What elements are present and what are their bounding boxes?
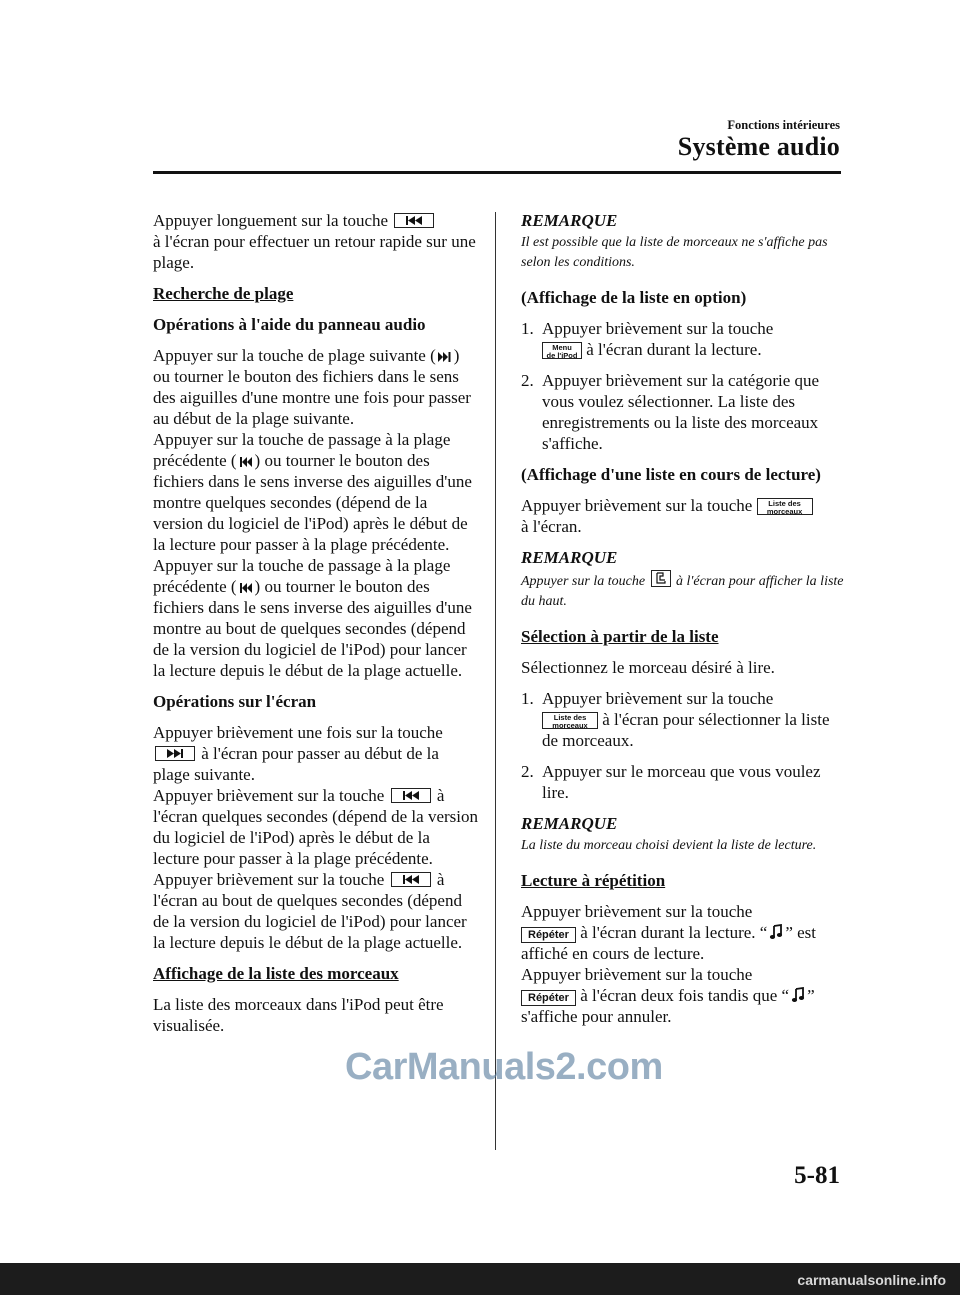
song-list-button-icon: Liste des morceaux — [542, 712, 598, 729]
paragraph-selection: Sélectionnez le morceau désiré à lire. — [521, 658, 775, 677]
song-list-button-icon: Liste des morceaux — [757, 498, 813, 515]
left-column — [153, 210, 478, 1046]
step-item: 2. Appuyer sur le morceau que vous voulez lire. — [521, 762, 821, 802]
heading-option: (Affichage de la liste en option) — [521, 288, 747, 307]
heading-recherche: Recherche de plage — [153, 284, 294, 303]
paragraph-liste: La liste des morceaux dans l'iPod peut être visualisée. — [153, 995, 444, 1035]
prev-track-button-icon — [391, 872, 431, 887]
heading-en-cours: (Affichage d'une liste en cours de lecture) — [521, 465, 821, 484]
paragraph-en-cours: Appuyer brièvement sur la touche Liste des morceaux à l'écran. — [521, 495, 846, 537]
repeat-note-icon — [791, 987, 805, 1003]
step-item: 1. Appuyer brièvement sur la touche Menu de l'iPod à l'écran durant la lecture. — [521, 319, 774, 360]
heading-selection: Sélection à partir de la liste — [521, 627, 719, 646]
footer-link[interactable]: carmanualsonline.info — [797, 1272, 946, 1288]
heading-repetition: Lecture à répétition — [521, 871, 666, 890]
note-text: Il est possible que la liste de morceaux ne s'affiche pas selon les conditions. — [521, 235, 828, 270]
prev-track-icon — [239, 456, 253, 468]
right-column — [521, 210, 846, 1037]
note-text: La liste du morceau choisi devient la liste de lecture. — [521, 838, 817, 853]
step-item: 1. Appuyer brièvement sur la touche Liste des morceaux à l'écran pour sélectionner la liste de morceaux. — [521, 689, 830, 750]
heading-ecran: Opérations sur l'écran — [153, 692, 317, 711]
page-number: 5-81 — [794, 1162, 840, 1189]
step-item: 2. Appuyer brièvement sur la catégorie que vous voulez sélectionner. La liste des enregistrements ou la liste des morceaux s'affiche. — [521, 371, 820, 453]
note-heading: REMARQUE — [521, 211, 618, 230]
note-heading: REMARQUE — [521, 548, 618, 567]
paragraph-fast-rewind: Appuyer longuement sur la touche à l'écran pour effectuer un retour rapide sur une plage. — [153, 211, 476, 272]
prev-track-icon — [239, 582, 253, 594]
heading-affichage: Affichage de la liste des morceaux — [153, 964, 399, 983]
page-title: Système audio — [677, 132, 840, 161]
watermark: CarManuals2.com — [345, 1046, 663, 1088]
paragraph-panel: Appuyer sur la touche de plage suivante ( ) ou tourner le bouton des fichiers dans le sens des aiguilles d'une montre une fois pour passer au début de la plage suivante. Appuyer sur la touche de passage à la plage précédente ( ) ou tourner le bouton des fichiers dans le sens inverse des aiguilles d'une montre quelques secondes (dépend de la version du logiciel de l'iPod) après le début de la lecture pour passer à la plage précédente. Appuyer sur la touche de passage à la plage précédente ( ) ou tourner le bouton des fichiers dans le sens inverse des aiguilles d'une montre au bout de quelques secondes (dépend de la version du logiciel de l'iPod) pour lancer la lecture depuis le début de la plage actuelle. — [153, 346, 472, 680]
repeat-button-icon: Répéter — [521, 990, 576, 1006]
repeat-note-icon — [769, 924, 783, 940]
paragraph-repetition: Appuyer brièvement sur la touche Répéter à l'écran durant la lecture. “ ” est affiché en cours de lecture. Appuyer brièvement sur la touche Répéter à l'écran deux fois tandis que “ ” s'affiche pour annuler. — [521, 902, 817, 1026]
note-heading: REMARQUE — [521, 814, 618, 833]
top-list-icon — [651, 570, 671, 587]
prev-track-button-icon — [394, 213, 434, 228]
paragraph-screen: Appuyer brièvement une fois sur la touche à l'écran pour passer au début de la plage suivante. Appuyer brièvement sur la touche à l'écran quelques secondes (dépend de la version du logiciel de l'iPod) après le début de la lecture pour passer à la plage précédente. Appuyer brièvement sur la touche à l'écran au bout de quelques secondes (dépend de la version du logiciel de l'iPod) pour lancer la lecture depuis le début de la plage actuelle. — [153, 723, 478, 952]
heading-panneau: Opérations à l'aide du panneau audio — [153, 315, 426, 334]
column-divider — [495, 212, 496, 1150]
section-name: Fonctions intérieures — [727, 118, 840, 132]
ipod-menu-button-icon: Menu de l'iPod — [542, 342, 582, 359]
prev-track-button-icon — [391, 788, 431, 803]
repeat-button-icon: Répéter — [521, 927, 576, 943]
next-track-icon — [438, 351, 452, 363]
next-track-button-icon — [155, 746, 195, 761]
header-rule — [153, 171, 841, 174]
note-text: Appuyer sur la touche à l'écran pour afficher la liste du haut. — [521, 570, 846, 612]
